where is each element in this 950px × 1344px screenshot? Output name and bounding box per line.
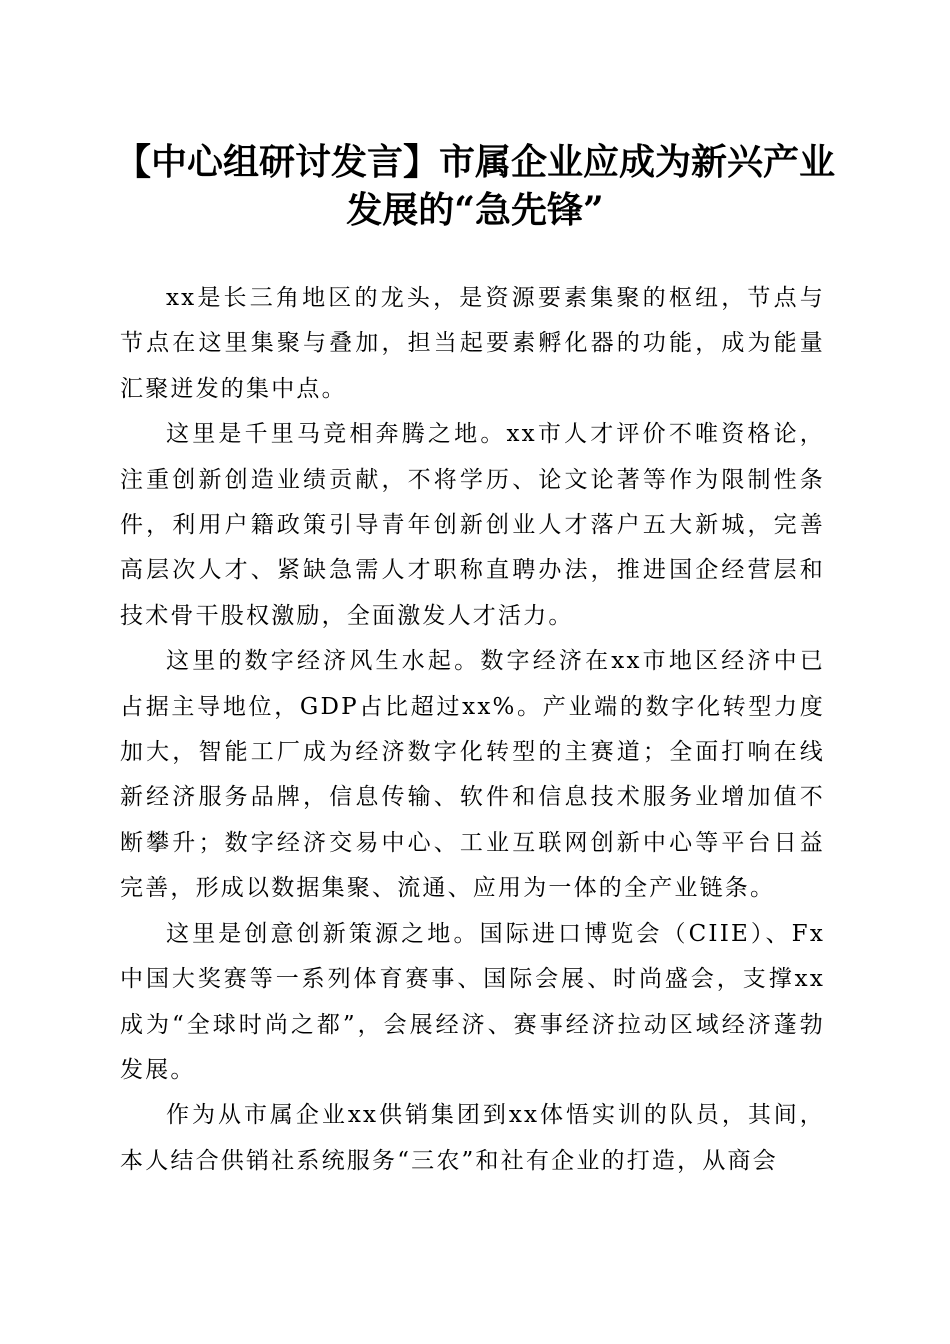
paragraph-3: 这里的数字经济风生水起。数字经济在xx市地区经济中已占据主导地位，GDP占比超过xx%。产业端的数字化转型力度加大，智能工厂成为经济数字化转型的主赛道；全面打响在线新经济服务品牌，信息传输、软件和信息技术服务业增加值不断攀升；数字经济交易中心、工业互联网创新中心等平台日益完善，形成以数据集聚、流通、应用为一体的全产业链条。 (120, 648, 825, 902)
paragraph-1: xx是长三角地区的龙头，是资源要素集聚的枢纽，节点与节点在这里集聚与叠加，担当起要素孵化器的功能，成为能量汇聚迸发的集中点。 (120, 285, 825, 402)
title-line-1: 【中心组研讨发言】市属企业应成为新兴产业 (114, 141, 835, 183)
title-line-2: 发展的“急先锋” (346, 189, 604, 231)
document-title (100, 138, 850, 234)
paragraph-4: 这里是创意创新策源之地。国际进口博览会（CIIE）、Fx中国大奖赛等一系列体育赛事、国际会展、时尚盛会，支撑xx成为“全球时尚之都”，会展经济、赛事经济拉动区域经济蓬勃发展。 (120, 920, 825, 1083)
document-body (120, 276, 825, 1184)
paragraph-5: 作为从市属企业xx供销集团到xx体悟实训的队员，其间，本人结合供销社系统服务“三农”和社有企业的打造，从商会 (120, 1102, 825, 1174)
paragraph-2: 这里是千里马竞相奔腾之地。xx市人才评价不唯资格论，注重创新创造业绩贡献，不将学历、论文论著等作为限制性条件，利用户籍政策引导青年创新创业人才落户五大新城，完善高层次人才、紧缺急需人才职称直聘办法，推进国企经营层和技术骨干股权激励，全面激发人才活力。 (120, 421, 825, 629)
